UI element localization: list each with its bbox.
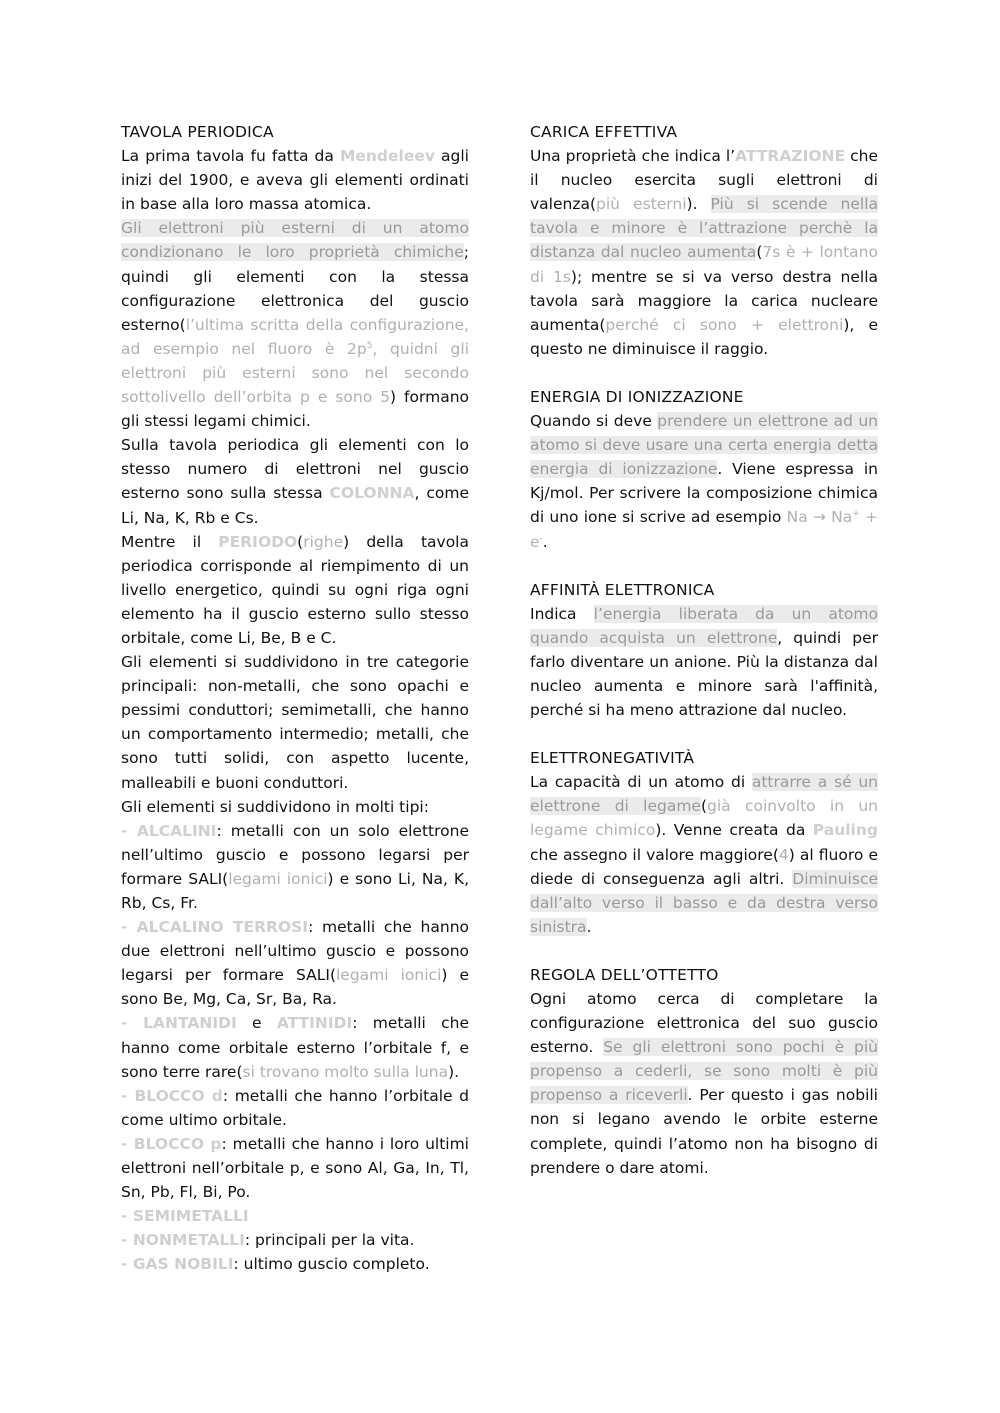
list-item-nonmetalli — [121, 1228, 469, 1252]
highlight: attrarre a sé un elettrone di legame — [530, 773, 878, 816]
paragraph-carica — [530, 144, 878, 361]
list-item-gas-nobili — [121, 1252, 469, 1276]
text: Mentre il — [121, 532, 219, 551]
paragraph-categorie: Gli elementi si suddividono in tre categorie principali: non-metalli, che sono opachi e pessimi conduttori; semimetalli, che hanno un comportamento intermedio; metalli, che sono tutti solidi, con aspetto lucente, malleabili e buoni conduttori. — [121, 653, 469, 792]
heading-elettronegativita: ELETTRONEGATIVITÀ — [530, 749, 695, 768]
text: : metalli con un solo elettrone nell’ultimo guscio e possono legarsi per formare SALI( — [121, 821, 469, 888]
highlight: prendere un elettrone ad un atomo si deve usare una certa energia detta energia di ionizzazione — [530, 412, 878, 479]
text: : principali per la vita. — [244, 1231, 415, 1250]
note: perché ci sono + elettroni — [605, 315, 844, 334]
paragraph-elettroni-esterni — [121, 216, 469, 433]
spacer — [530, 939, 878, 963]
text: ) al fluoro e diede di conseguenza agli altri. — [530, 845, 878, 888]
keyword: - BLOCCO d — [121, 1086, 223, 1105]
list-item-blocco-p — [121, 1132, 469, 1204]
text: Ogni atomo cerca di completare la configurazione elettronica del suo guscio esterno. — [530, 990, 878, 1057]
text: ( — [700, 797, 708, 816]
spacer — [530, 554, 878, 578]
keyword: - BLOCCO p — [121, 1134, 222, 1153]
superscript: 5 — [366, 340, 373, 351]
text: ); mentre se si va verso destra nella tavola sarà maggiore la carica nucleare aumenta( — [530, 267, 878, 334]
text: ), e questo ne diminuisce il raggio. — [530, 315, 879, 358]
text: e — [236, 1014, 277, 1033]
text: : metalli che hanno l’orbitale d come ultimo orbitale. — [121, 1086, 469, 1129]
list-item-alcalini — [121, 819, 469, 915]
note: , quidni gli elettroni più esterni sono nel secondo sottolivello dell’orbita p e sono 5 — [121, 339, 469, 407]
note: 7s è + lontano di 1s — [530, 243, 878, 286]
keyword: - GAS NOBILI — [121, 1255, 234, 1274]
note: più esterni — [596, 195, 687, 214]
text: ( — [756, 243, 763, 262]
text: . Per questo i gas nobili non si legano avendo le orbite esterne complete, quindi l’atomo non ha bisogno di prendere o dare atomi. — [530, 1086, 878, 1177]
formula: + e — [530, 508, 878, 551]
text: Sulla tavola periodica gli elementi con lo stesso numero di elettroni nel guscio esterno sono sulla stessa — [121, 436, 469, 503]
paragraph-affinita — [530, 602, 878, 722]
text: : ultimo guscio completo. — [233, 1255, 430, 1274]
note: l’ultima scritta della configurazione, ad esempio nel fluoro è 2p — [121, 315, 469, 358]
list-item-alcalino-terrosi — [121, 915, 469, 1011]
formula: Na → Na — [786, 508, 853, 527]
note: si trovano molto sulla luna — [242, 1062, 449, 1081]
keyword-colonna: COLONNA — [329, 484, 415, 503]
paragraph-periodo — [121, 530, 469, 650]
highlight: Diminuisce dall’alto verso il basso e da destra verso sinistra — [530, 869, 878, 936]
text: che assegno il valore maggiore( — [530, 845, 779, 864]
text: ). Venne creata da — [655, 821, 813, 840]
highlight: Gli elettroni più esterni di un atomo condizionano le loro proprietà chimiche — [121, 219, 469, 262]
keyword: ATTINIDI — [276, 1014, 353, 1033]
text: ) e sono Be, Mg, Ca, Sr, Ba, Ra. — [121, 966, 469, 1009]
spacer — [530, 361, 878, 385]
list-item-blocco-d — [121, 1084, 469, 1132]
heading-energia-ionizzazione: ENERGIA DI IONIZZAZIONE — [530, 387, 744, 406]
heading-affinita-elettronica: AFFINITÀ ELETTRONICA — [530, 580, 715, 599]
list-item-semimetalli — [121, 1204, 469, 1228]
text: La capacità di un atomo di — [530, 773, 752, 792]
paragraph-elettronegativita — [530, 770, 878, 939]
note: già coinvolto in un legame chimico — [530, 797, 878, 840]
right-column — [530, 120, 878, 1180]
heading-regola-ottetto: REGOLA DELL’OTTETTO — [530, 965, 719, 984]
note: legami ionici — [228, 869, 328, 888]
text: La prima tavola fu fatta da — [121, 147, 340, 166]
left-column — [121, 120, 469, 1277]
text: ) e sono Li, Na, K, Rb, Cs, Fr. — [121, 869, 469, 912]
text: Quando si deve — [530, 412, 658, 431]
text: . Viene espressa in Kj/mol. Per scrivere la composizione chimica di uno ione si scrive ad esempio — [530, 460, 878, 527]
highlight: Più si scende nella tavola e minore è l’attrazione perchè la distanza dal nucleo aumenta — [530, 195, 879, 262]
spacer — [530, 722, 878, 746]
text: . — [586, 917, 592, 936]
note: legami ionici — [336, 966, 442, 985]
heading-carica-effettiva: CARICA EFFETTIVA — [530, 123, 678, 141]
keyword: - SEMIMETALLI — [121, 1207, 249, 1226]
keyword: - NONMETALLI — [121, 1231, 245, 1250]
text: : metalli che hanno due elettroni nell’ultimo guscio e possono legarsi per formare SALI( — [121, 918, 470, 985]
text: Indica — [530, 604, 594, 623]
text: ) formano gli stessi legami chimici. — [121, 388, 470, 431]
keyword-periodo: PERIODO — [218, 532, 298, 551]
text: : metalli che hanno i loro ultimi elettroni nell’orbitale p, e sono Al, Ga, In, Tl, Sn, Pb, Fl, Bi, Po. — [121, 1134, 469, 1202]
text: , come Li, Na, K, Rb e Cs. — [121, 484, 469, 527]
text: Una proprietà che indica l’ — [530, 147, 736, 166]
text: ). — [448, 1062, 460, 1081]
note: righe — [303, 532, 344, 551]
highlight: Se gli elettroni sono pochi è più propenso a cederli, se sono molti è più propenso a riceverli — [530, 1038, 878, 1105]
text: . — [542, 532, 548, 551]
note: 4 — [778, 845, 789, 864]
superscript: + — [852, 509, 860, 520]
text: ; quindi gli elementi con la stessa configurazione elettronica del guscio esterno( — [121, 243, 469, 334]
paragraph-mendeleev — [121, 144, 469, 216]
text: che il nucleo esercita sugli elettroni di valenza( — [530, 147, 878, 214]
paragraph-colonna — [121, 433, 469, 529]
text: agli inizi del 1900, e aveva gli elementi ordinati in base alla loro massa atomica. — [121, 147, 469, 214]
text: : metalli che hanno come orbitale esterno l’orbitale f, e sono terre rare( — [121, 1014, 470, 1081]
paragraph-ottetto — [530, 987, 878, 1180]
text: ) della tavola periodica corrisponde al riempimento di un livello energetico, quindi su ogni riga ogni elemento ha il guscio esterno sullo stesso orbitale, come Li, Be, B e C. — [121, 532, 469, 647]
list-item-lantanidi — [121, 1011, 469, 1083]
text: , quindi per farlo diventare un anione. Più la distanza dal nucleo aumenta e minore sarà l'affinità, perché si ha meno attrazione dal nucleo. — [530, 628, 878, 720]
keyword-pauling: Pauling — [812, 821, 878, 840]
heading-tavola-periodica: TAVOLA PERIODICA — [121, 123, 274, 141]
text: ( — [297, 532, 304, 551]
keyword-attrazione: ATTRAZIONE — [735, 147, 846, 166]
text: ). — [686, 195, 711, 214]
paragraph-tipi: Gli elementi si suddividono in molti tipi: — [121, 797, 429, 816]
keyword: - ALCALINI — [121, 821, 217, 840]
highlight: l’energia liberata da un atomo quando acquista un elettrone — [530, 604, 878, 647]
keyword: - LANTANIDI — [121, 1014, 237, 1033]
keyword: - ALCALINO TERROSI — [121, 918, 309, 937]
keyword-mendeleev: Mendeleev — [339, 147, 435, 166]
paragraph-energia — [530, 409, 878, 554]
superscript: - — [539, 533, 543, 544]
